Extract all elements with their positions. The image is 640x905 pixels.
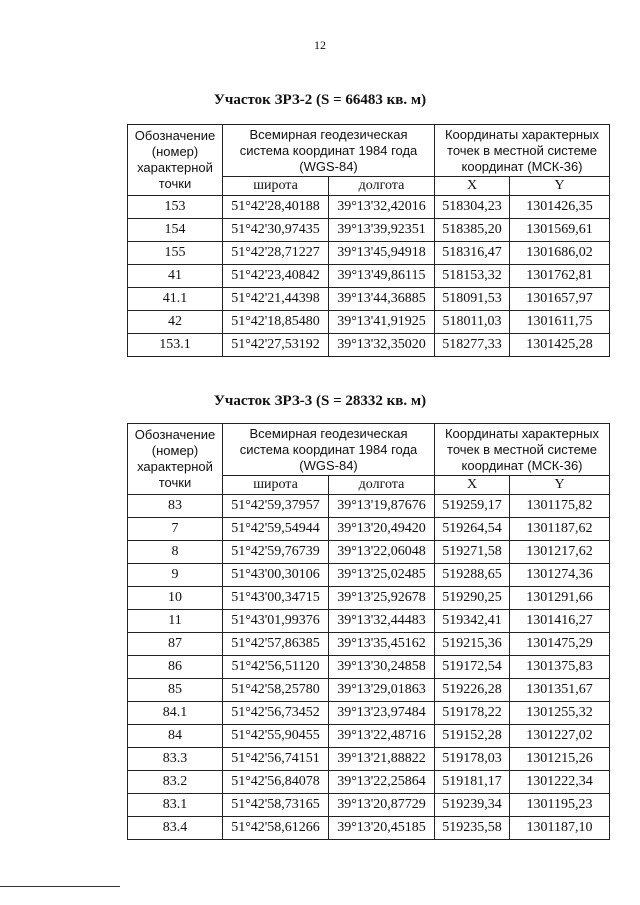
cell-point-number: 84.1 <box>128 702 223 725</box>
cell-coord-x: 518316,47 <box>435 242 510 265</box>
cell-point-number: 42 <box>128 311 223 334</box>
cell-longitude: 39°13'39,92351 <box>329 219 435 242</box>
cell-coord-x: 519181,17 <box>435 771 510 794</box>
table-row <box>128 817 610 840</box>
cell-point-number: 154 <box>128 219 223 242</box>
cell-coord-x: 518277,33 <box>435 334 510 357</box>
cell-longitude: 39°13'22,48716 <box>329 725 435 748</box>
cell-point-number: 83.4 <box>128 817 223 840</box>
cell-latitude: 51°42'56,84078 <box>223 771 329 794</box>
cell-longitude: 39°13'22,06048 <box>329 541 435 564</box>
cell-longitude: 39°13'35,45162 <box>329 633 435 656</box>
cell-coord-x: 519178,22 <box>435 702 510 725</box>
cell-latitude: 51°42'21,44398 <box>223 288 329 311</box>
cell-point-number: 8 <box>128 541 223 564</box>
cell-coord-y: 1301762,81 <box>510 265 610 288</box>
table-row <box>128 242 610 265</box>
cell-coord-x: 518304,23 <box>435 196 510 219</box>
cell-coord-x: 519264,54 <box>435 518 510 541</box>
cell-coord-x: 519235,58 <box>435 817 510 840</box>
coords-table-zrz2 <box>127 124 610 357</box>
cell-latitude: 51°42'58,61266 <box>223 817 329 840</box>
cell-coord-y: 1301217,62 <box>510 541 610 564</box>
cell-longitude: 39°13'19,87676 <box>329 495 435 518</box>
cell-coord-x: 519152,28 <box>435 725 510 748</box>
cell-coord-x: 518385,20 <box>435 219 510 242</box>
cell-latitude: 51°42'18,85480 <box>223 311 329 334</box>
cell-longitude: 39°13'20,87729 <box>329 794 435 817</box>
cell-coord-x: 518091,53 <box>435 288 510 311</box>
cell-point-number: 153 <box>128 196 223 219</box>
cell-point-number: 83.3 <box>128 748 223 771</box>
cell-longitude: 39°13'32,44483 <box>329 610 435 633</box>
table-row <box>128 748 610 771</box>
cell-latitude: 51°42'58,25780 <box>223 679 329 702</box>
cell-point-number: 85 <box>128 679 223 702</box>
table-body <box>128 196 610 357</box>
header-x: X <box>435 476 510 495</box>
table-row <box>128 656 610 679</box>
cell-coord-y: 1301222,34 <box>510 771 610 794</box>
cell-coord-y: 1301416,27 <box>510 610 610 633</box>
table-row <box>128 518 610 541</box>
section-title-zrz2: Участок ЗРЗ-2 (S = 66483 кв. м) <box>213 92 427 108</box>
cell-point-number: 10 <box>128 587 223 610</box>
cell-point-number: 86 <box>128 656 223 679</box>
header-y: Y <box>510 476 610 495</box>
cell-coord-y: 1301375,83 <box>510 656 610 679</box>
table-row <box>128 265 610 288</box>
cell-latitude: 51°43'00,34715 <box>223 587 329 610</box>
table-row <box>128 564 610 587</box>
cell-point-number: 155 <box>128 242 223 265</box>
cell-coord-x: 519172,54 <box>435 656 510 679</box>
header-lat: широта <box>223 476 329 495</box>
table-row <box>128 679 610 702</box>
cell-longitude: 39°13'45,94918 <box>329 242 435 265</box>
cell-longitude: 39°13'20,49420 <box>329 518 435 541</box>
table-row <box>128 196 610 219</box>
section-title-zrz3: Участок ЗРЗ-3 (S = 28332 кв. м) <box>213 393 427 409</box>
cell-latitude: 51°43'00,30106 <box>223 564 329 587</box>
cell-latitude: 51°42'23,40842 <box>223 265 329 288</box>
cell-coord-y: 1301657,97 <box>510 288 610 311</box>
table-body <box>128 495 610 840</box>
coords-table-zrz3 <box>127 423 610 840</box>
cell-coord-y: 1301569,61 <box>510 219 610 242</box>
table-row <box>128 219 610 242</box>
cell-latitude: 51°42'57,86385 <box>223 633 329 656</box>
cell-longitude: 39°13'30,24858 <box>329 656 435 679</box>
cell-point-number: 84 <box>128 725 223 748</box>
cell-coord-y: 1301686,02 <box>510 242 610 265</box>
cell-latitude: 51°42'56,51120 <box>223 656 329 679</box>
footnote-divider <box>0 886 120 887</box>
cell-longitude: 39°13'32,42016 <box>329 196 435 219</box>
cell-point-number: 83.2 <box>128 771 223 794</box>
cell-point-number: 83 <box>128 495 223 518</box>
cell-point-number: 11 <box>128 610 223 633</box>
cell-longitude: 39°13'22,25864 <box>329 771 435 794</box>
header-lon: долгота <box>329 177 435 196</box>
table-row <box>128 633 610 656</box>
cell-coord-y: 1301274,36 <box>510 564 610 587</box>
table-row <box>128 610 610 633</box>
header-y: Y <box>510 177 610 196</box>
cell-coord-x: 519342,41 <box>435 610 510 633</box>
cell-latitude: 51°42'55,90455 <box>223 725 329 748</box>
cell-longitude: 39°13'21,88822 <box>329 748 435 771</box>
cell-point-number: 41 <box>128 265 223 288</box>
cell-coord-x: 519259,17 <box>435 495 510 518</box>
cell-latitude: 51°42'56,74151 <box>223 748 329 771</box>
table-row <box>128 495 610 518</box>
cell-latitude: 51°42'30,97435 <box>223 219 329 242</box>
cell-longitude: 39°13'44,36885 <box>329 288 435 311</box>
cell-longitude: 39°13'29,01863 <box>329 679 435 702</box>
table-row <box>128 725 610 748</box>
cell-coord-y: 1301187,10 <box>510 817 610 840</box>
cell-longitude: 39°13'25,02485 <box>329 564 435 587</box>
header-x: X <box>435 177 510 196</box>
cell-coord-y: 1301425,28 <box>510 334 610 357</box>
table-row <box>128 311 610 334</box>
cell-point-number: 7 <box>128 518 223 541</box>
cell-coord-y: 1301175,82 <box>510 495 610 518</box>
cell-coord-y: 1301187,62 <box>510 518 610 541</box>
cell-coord-x: 518011,03 <box>435 311 510 334</box>
cell-coord-y: 1301351,67 <box>510 679 610 702</box>
page-number: 12 <box>314 38 326 52</box>
cell-coord-y: 1301426,35 <box>510 196 610 219</box>
cell-point-number: 83.1 <box>128 794 223 817</box>
header-wgs: Всемирная геодезическая система координат 1984 года (WGS-84) <box>223 125 435 177</box>
cell-latitude: 51°42'56,73452 <box>223 702 329 725</box>
cell-coord-y: 1301611,75 <box>510 311 610 334</box>
cell-latitude: 51°42'28,71227 <box>223 242 329 265</box>
cell-longitude: 39°13'20,45185 <box>329 817 435 840</box>
header-lat: широта <box>223 177 329 196</box>
cell-coord-x: 519178,03 <box>435 748 510 771</box>
cell-longitude: 39°13'23,97484 <box>329 702 435 725</box>
header-designation: Обозначение (номер) характерной точки <box>128 125 223 196</box>
cell-coord-y: 1301255,32 <box>510 702 610 725</box>
cell-coord-y: 1301227,02 <box>510 725 610 748</box>
cell-coord-x: 519290,25 <box>435 587 510 610</box>
cell-coord-x: 519226,28 <box>435 679 510 702</box>
cell-latitude: 51°43'01,99376 <box>223 610 329 633</box>
header-wgs: Всемирная геодезическая система координат 1984 года (WGS-84) <box>223 424 435 476</box>
header-msk: Координаты характерных точек в местной системе координат (МСК-36) <box>435 424 610 476</box>
header-msk: Координаты характерных точек в местной системе координат (МСК-36) <box>435 125 610 177</box>
cell-point-number: 87 <box>128 633 223 656</box>
table-row <box>128 702 610 725</box>
table-row <box>128 794 610 817</box>
cell-point-number: 41.1 <box>128 288 223 311</box>
cell-longitude: 39°13'49,86115 <box>329 265 435 288</box>
cell-point-number: 9 <box>128 564 223 587</box>
table-row <box>128 288 610 311</box>
table-row <box>128 334 610 357</box>
cell-coord-y: 1301215,26 <box>510 748 610 771</box>
cell-latitude: 51°42'28,40188 <box>223 196 329 219</box>
cell-coord-y: 1301195,23 <box>510 794 610 817</box>
cell-coord-y: 1301291,66 <box>510 587 610 610</box>
cell-longitude: 39°13'32,35020 <box>329 334 435 357</box>
cell-longitude: 39°13'41,91925 <box>329 311 435 334</box>
cell-coord-y: 1301475,29 <box>510 633 610 656</box>
table-row <box>128 587 610 610</box>
cell-latitude: 51°42'27,53192 <box>223 334 329 357</box>
cell-latitude: 51°42'59,76739 <box>223 541 329 564</box>
cell-coord-x: 519215,36 <box>435 633 510 656</box>
cell-latitude: 51°42'59,37957 <box>223 495 329 518</box>
table-row <box>128 771 610 794</box>
cell-coord-x: 519271,58 <box>435 541 510 564</box>
cell-coord-x: 518153,32 <box>435 265 510 288</box>
cell-coord-x: 519288,65 <box>435 564 510 587</box>
cell-point-number: 153.1 <box>128 334 223 357</box>
cell-coord-x: 519239,34 <box>435 794 510 817</box>
table-row <box>128 541 610 564</box>
cell-latitude: 51°42'58,73165 <box>223 794 329 817</box>
header-lon: долгота <box>329 476 435 495</box>
cell-latitude: 51°42'59,54944 <box>223 518 329 541</box>
header-designation: Обозначение (номер) характерной точки <box>128 424 223 495</box>
cell-longitude: 39°13'25,92678 <box>329 587 435 610</box>
